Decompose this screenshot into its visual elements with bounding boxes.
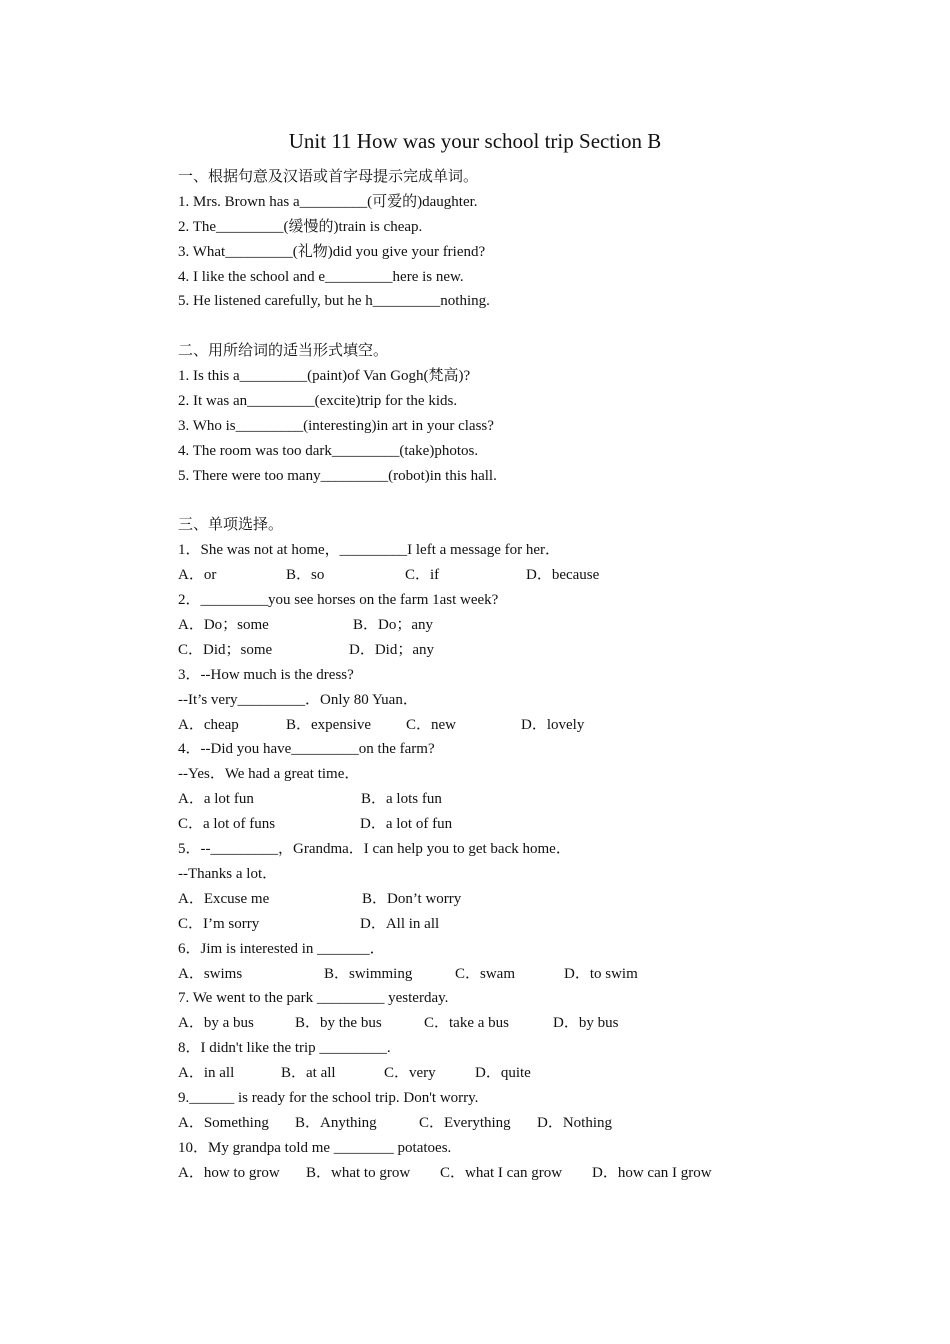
option-b: B．by the bus — [295, 1015, 382, 1032]
section1-item-5: 5. He listened carefully, but he h_________nothing. — [178, 293, 490, 310]
option-d: D．how can I grow — [592, 1164, 712, 1181]
options-row — [178, 887, 878, 912]
section2-item-1: 1. Is this a_________(paint)of Van Gogh(梵高)? — [178, 368, 471, 385]
section2-item-5: 5. There were too many_________(robot)in this hall. — [178, 467, 497, 484]
question-4-reply: --Yes．We had a great time． — [178, 766, 360, 783]
question-7: 7. We went to the park _________ yesterday. — [178, 990, 449, 1007]
options-row — [178, 962, 878, 987]
section1-item-2: 2. The_________(缓慢的)train is cheap. — [178, 218, 423, 235]
option-b: B．at all — [281, 1065, 336, 1082]
option-a: A．swims — [178, 965, 243, 982]
options-row — [178, 613, 878, 638]
question-3-reply: --It’s very_________．Only 80 Yuan． — [178, 691, 418, 708]
options-row — [178, 1061, 878, 1086]
options-row — [178, 1111, 878, 1136]
option-a: A．a lot fun — [178, 791, 254, 808]
section2-item-4: 4. The room was too dark_________(take)photos. — [178, 442, 479, 459]
option-a: A．Something — [178, 1114, 269, 1131]
options-row — [178, 563, 878, 588]
option-a: A．or — [178, 567, 217, 584]
option-a: A．how to grow — [178, 1164, 280, 1181]
question-6: 6．Jim is interested in _______． — [178, 940, 385, 957]
section-spacer — [178, 314, 878, 339]
option-c: C．new — [406, 716, 456, 733]
question-1: 1．She was not at home，_________I left a message for her． — [178, 542, 560, 559]
option-a: A．cheap — [178, 716, 239, 733]
option-a: A．by a bus — [178, 1015, 254, 1032]
option-c: C．take a bus — [424, 1015, 509, 1032]
question-10: 10．My grandpa told me ________ potatoes. — [178, 1139, 452, 1156]
option-d: D．by bus — [553, 1015, 619, 1032]
section1-item-4: 4. I like the school and e_________here is new. — [178, 268, 464, 285]
question-3: 3．--How much is the dress? — [178, 666, 354, 683]
section1-item-3: 3. What_________(礼物)did you give your friend? — [178, 243, 486, 260]
option-b: B．Anything — [295, 1114, 377, 1131]
options-row — [178, 638, 878, 663]
option-d: D．because — [526, 567, 600, 584]
option-c: C．if — [405, 567, 440, 584]
page-title: Unit 11 How was your school trip Section B — [288, 129, 662, 153]
question-5: 5．--_________，Grandma．I can help you to get back home． — [178, 841, 571, 858]
question-2: 2．_________you see horses on the farm 1ast week? — [178, 592, 499, 609]
options-row — [178, 1011, 878, 1036]
option-d: D．quite — [475, 1065, 531, 1082]
option-c: C．very — [384, 1065, 436, 1082]
option-c: C．a lot of funs — [178, 816, 276, 833]
options-row — [178, 912, 878, 937]
question-5-reply: --Thanks a lot． — [178, 865, 278, 882]
option-c: C．Everything — [419, 1114, 511, 1131]
option-b: B．expensive — [286, 716, 371, 733]
option-d: D．Nothing — [537, 1114, 613, 1131]
option-c: C．what I can grow — [440, 1164, 563, 1181]
option-c: C．swam — [455, 965, 516, 982]
option-b: B．Don’t worry — [362, 890, 462, 907]
question-4: 4．--Did you have_________on the farm? — [178, 741, 435, 758]
section1-item-1: 1. Mrs. Brown has a_________(可爱的)daughter. — [178, 193, 478, 210]
option-d: D．a lot of fun — [360, 816, 453, 833]
option-d: D．Did；any — [349, 641, 434, 658]
question-9: 9.______ is ready for the school trip. Don't worry. — [178, 1089, 479, 1106]
option-c: C．I’m sorry — [178, 915, 260, 932]
option-c: C．Did；some — [178, 641, 273, 658]
section2-item-2: 2. It was an_________(excite)trip for the kids. — [178, 393, 458, 410]
section2-heading: 二、用所给词的适当形式填空。 — [178, 343, 389, 360]
option-a: A．Do；some — [178, 617, 269, 634]
section3-heading: 三、单项选择。 — [178, 517, 284, 534]
options-row — [178, 812, 878, 837]
option-d: D．to swim — [564, 965, 638, 982]
option-b: B．a lots fun — [361, 791, 442, 808]
section2-item-3: 3. Who is_________(interesting)in art in your class? — [178, 417, 494, 434]
option-b: B．Do；any — [353, 617, 433, 634]
options-row — [178, 713, 878, 738]
section-spacer — [178, 489, 878, 514]
section1-heading: 一、根据句意及汉语或首字母提示完成单词。 — [178, 169, 479, 185]
option-a: A．Excuse me — [178, 890, 270, 907]
options-row — [178, 1161, 878, 1186]
worksheet-content — [178, 165, 878, 1186]
option-b: B．swimming — [324, 965, 413, 982]
option-b: B．so — [286, 567, 325, 584]
options-row — [178, 787, 878, 812]
option-b: B．what to grow — [306, 1164, 411, 1181]
option-a: A．in all — [178, 1065, 235, 1082]
question-8: 8．I didn't like the trip _________. — [178, 1040, 391, 1057]
option-d: D．All in all — [360, 915, 440, 932]
option-d: D．lovely — [521, 716, 585, 733]
